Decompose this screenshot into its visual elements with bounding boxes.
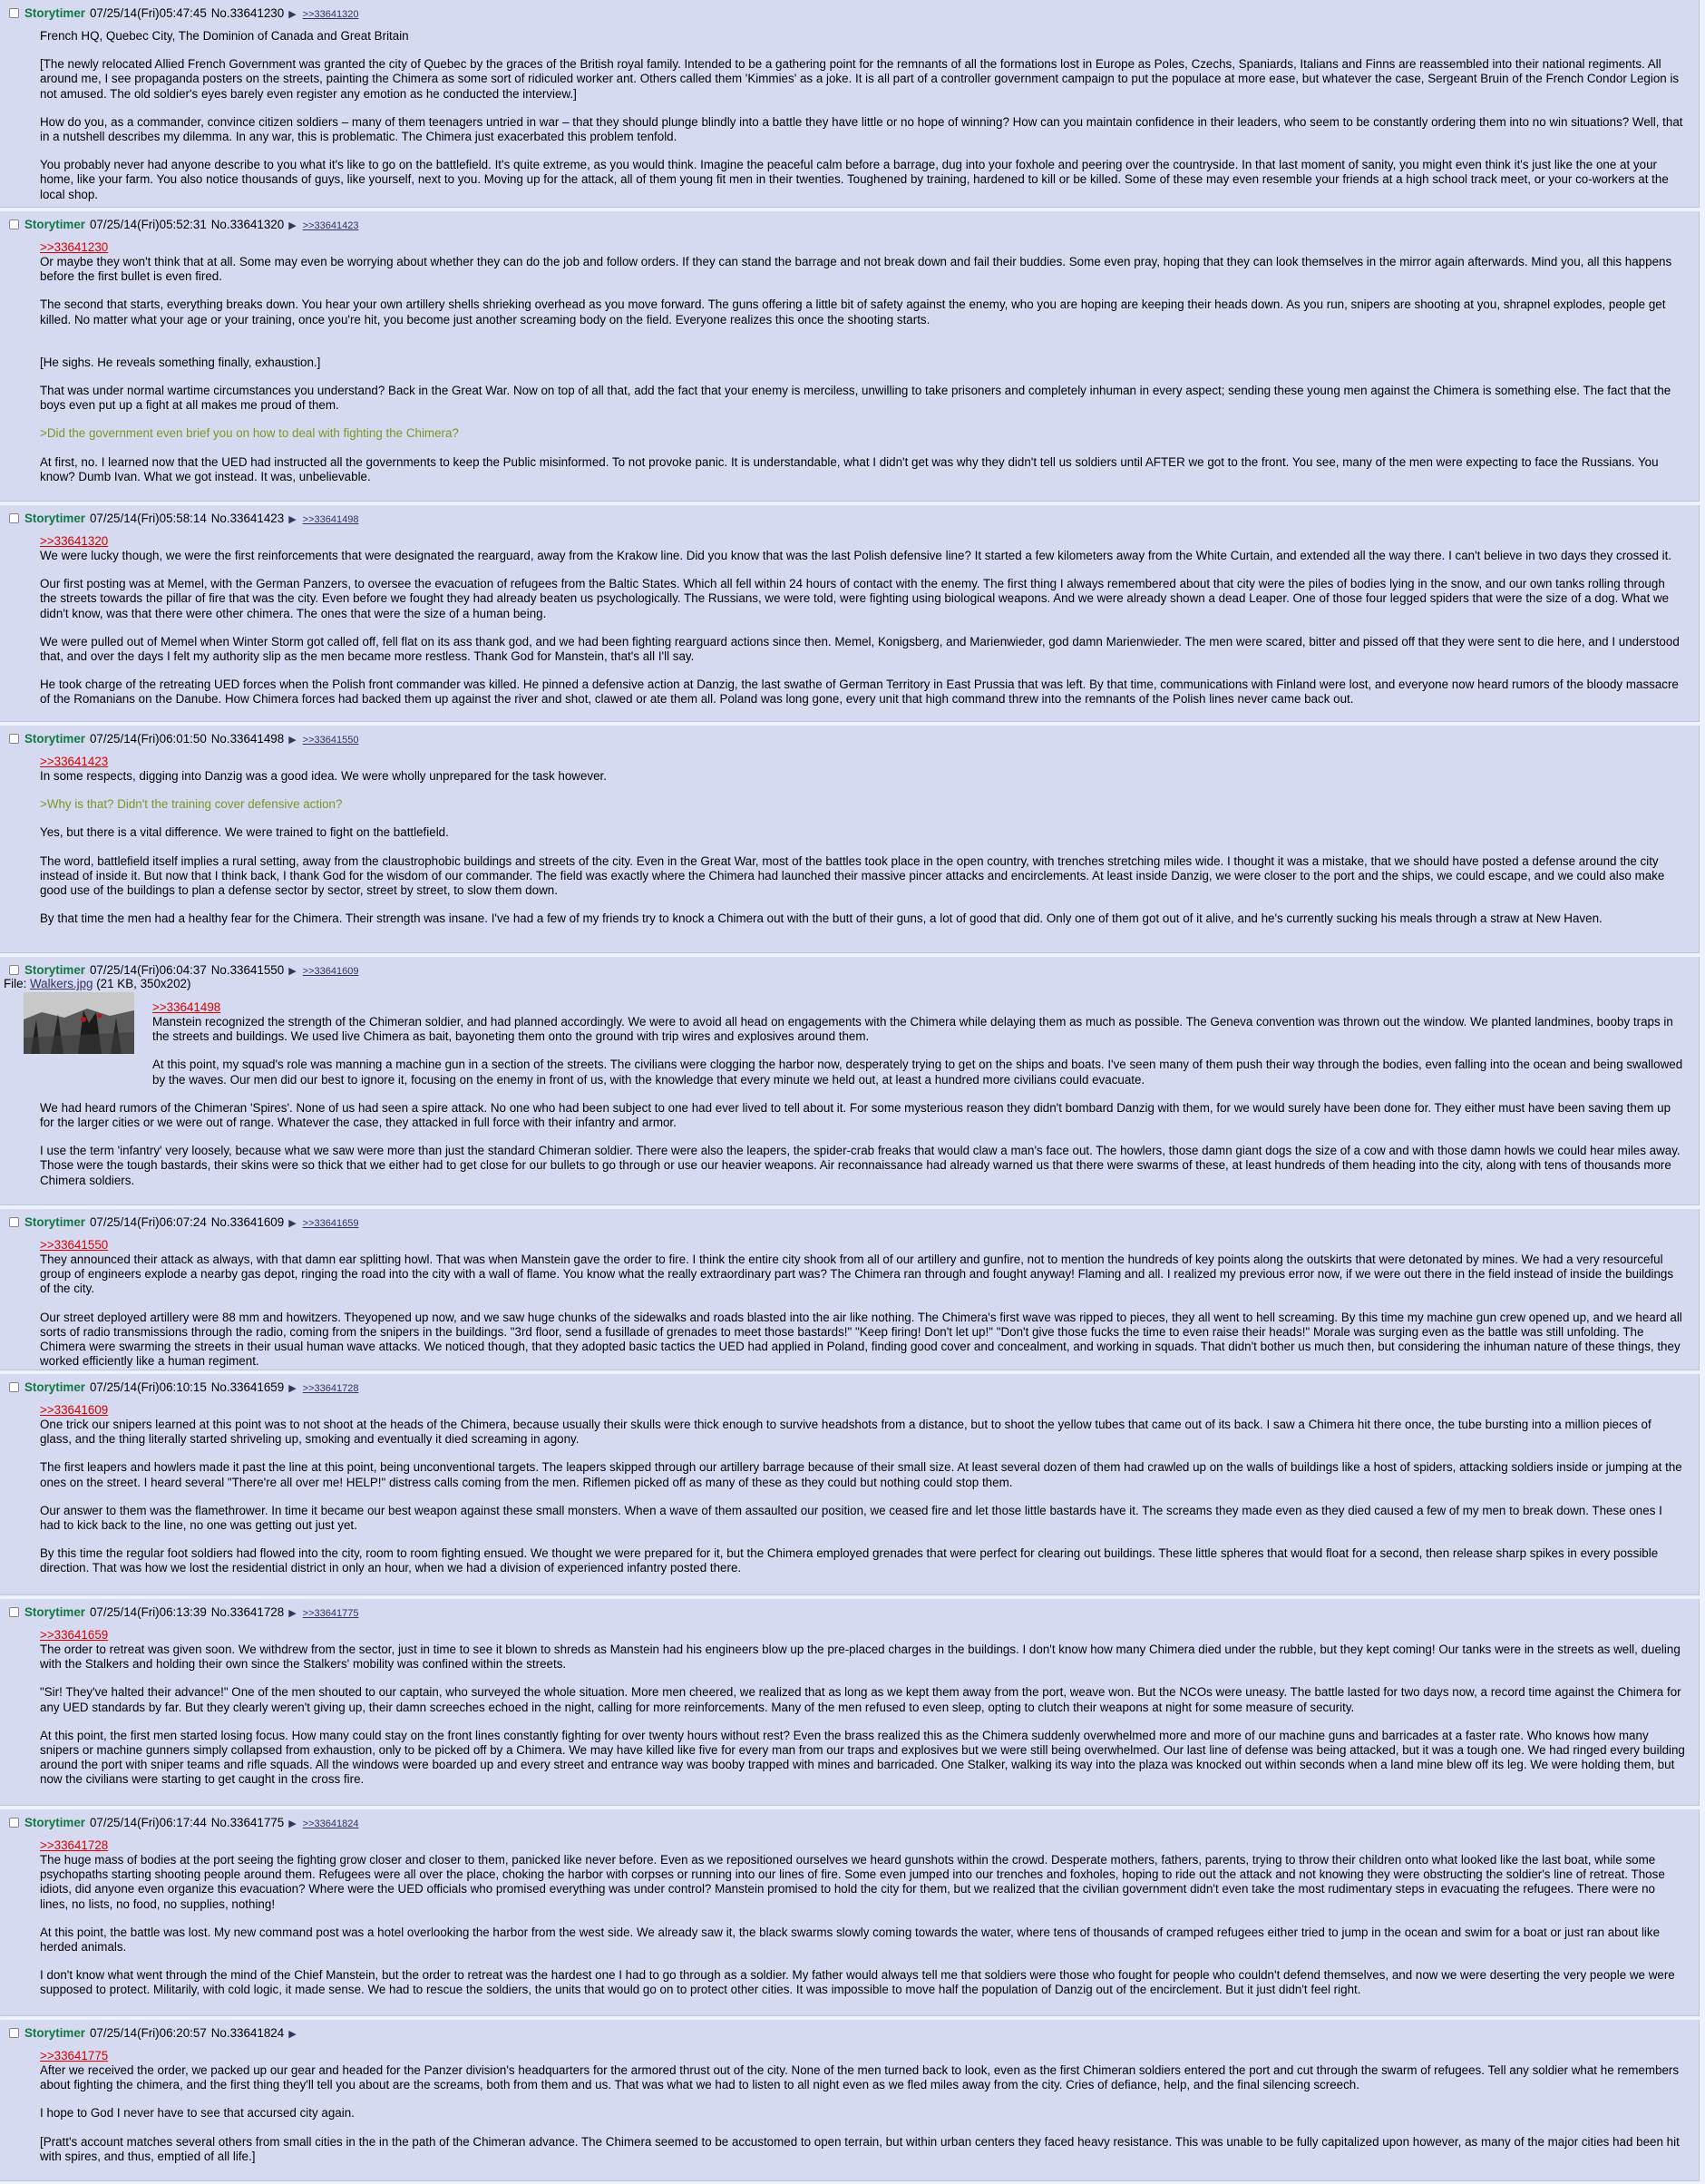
- file-name-link[interactable]: Walkers.jpg: [30, 977, 93, 990]
- backlink[interactable]: >>33641498: [302, 514, 359, 525]
- post-message: [40, 29, 1685, 208]
- message-paragraph: Manstein recognized the strength of the Chimeran soldier, and had planned accordingly. We were to avoid all head on engagements with the Chimera while delaying them as much as possible. The Geneva convention was thrown out the window. We planted landmines, booby traps in the streets and buildings. We used live Chimera as bait, bayoneting them onto the ground with trip wires and explosives around them.: [152, 1015, 1673, 1044]
- post-header: [9, 1215, 358, 1230]
- message-paragraph: I use the term 'infantry' very loosely, because what we saw were more than just the standard Chimeran soldier. There were also the leapers, the spider-crab freaks that would claw a man's face out. The howlers, those damn giant dogs the size of a cow and with those damn howls we could hear miles away. Those were the tough bastards, their skins were so thick that we either had to get close for our bullets to go through or use our heavier weapons. Air reconnaissance had already warned us that there were swarms of these, at least hundreds of them heading into the city, along with tens of thousands more Chimera soldiers.: [40, 1144, 1681, 1187]
- post-message: [40, 240, 1685, 498]
- post-header: [9, 1816, 358, 1830]
- message-paragraph: After we received the order, we packed up our gear and headed for the Panzer division's headquarters for the armored thrust out of the city. None of the men turned back to look, even as the first Chimeran soldiers entered the port and cut through the swarm of refugees. Tell any soldier what he remembers about fighting the chimera, and the first thing they'll tell you about are the screams, both from them and us. That was what we had to listen to all night even as we fled miles away from the city. Cries of defiance, help, and the final silencing screech.: [40, 2063, 1680, 2092]
- post-header: [9, 2026, 297, 2041]
- post-datetime: 07/25/14(Fri)05:47:45: [89, 6, 207, 20]
- quote-link[interactable]: >>33641609: [40, 1403, 109, 1417]
- message-paragraph: At first, no. I learned now that the UED had instructed all the governments to keep the Public misinformed. To not provoke panic. It is understandable, what I didn't get was why they didn't tell us soldiers until AFTER we got to the front. You see, many of the men were expecting to face the Russians. You know? Dumb Ivan. What we got instead. It was, unbelievable.: [40, 454, 1659, 483]
- post-select-checkbox[interactable]: [9, 219, 19, 229]
- post-datetime: 07/25/14(Fri)05:58:14: [89, 512, 207, 525]
- post-datetime: 07/25/14(Fri)06:20:57: [89, 2026, 207, 2040]
- poster-name: Storytimer: [24, 732, 85, 746]
- post-select-checkbox[interactable]: [9, 2028, 19, 2038]
- quote-link[interactable]: >>33641728: [40, 1838, 109, 1852]
- post-number-link[interactable]: No.33641550: [210, 963, 285, 977]
- post-datetime: 07/25/14(Fri)05:52:31: [89, 218, 207, 231]
- backlink[interactable]: >>33641775: [302, 1608, 359, 1619]
- post-message: [40, 2049, 1685, 2178]
- message-paragraph: Our first posting was at Memel, with the German Panzers, to oversee the evacuation of refugees from the Baltic States. Which all fell within 24 hours of contact with the enemy. The first thing I always remembered about that city were the piles of bodies lying in the snow, and our own tanks rolling through the streets towards the pillar of fire that was the city. Even before we fought they had already beaten us psychologically. The Russians, we were told, were fighting using biological weapons. And we were already shown a dead Leaper. One of those four legged spiders that were the size of a dog. What we didn't know, was that there were other chimera. The ones that were the size of a human being.: [40, 577, 1670, 620]
- post-number-link[interactable]: No.33641609: [210, 1215, 285, 1229]
- reply-post: [0, 726, 1700, 953]
- reply-post: [0, 957, 1700, 1205]
- post-select-checkbox[interactable]: [9, 1217, 19, 1227]
- post-select-checkbox[interactable]: [9, 1607, 19, 1617]
- message-paragraph: One trick our snipers learned at this point was to not shoot at the heads of the Chimera, because usually their skulls were thick enough to survive headshots from a distance, but to shoot the yellow tubes that came out of its back. I saw a Chimera hit there once, the tube bursting into a million pieces of glass, and the thing literally started shriveling up, smoking and eventually it died screaming in agony.: [40, 1418, 1651, 1447]
- post-header: [9, 218, 358, 232]
- backlink[interactable]: >>33641320: [302, 9, 359, 20]
- message-paragraph: We were pulled out of Memel when Winter Storm got called off, fell flat on its ass thank god, and we had been fighting rearguard actions since then. Memel, Konigsberg, and Marienwieder, god damn Marienwieder. The men were scared, bitter and pissed off that they were sent to die here, and I understood that, and over the days I felt my authority slip as the men became more restless. Thank God for Manstein, that's all I'll say.: [40, 634, 1680, 664]
- message-paragraph: "Sir! They've halted their advance!" One of the men shouted to our captain, who surveyed the whole situation. More men cheered, we realized that as long as we kept them away from the port, weave won. But the NCOs were uneasy. The battle lasted for two days now, a record time against the Chimera for any UED standards by far. But they clearly weren't giving up, their damn screeches echoed in the night, calling for more reinforcements. Many of the men refused to even sleep, opting to clutch their weapons at night for some measure of security.: [40, 1685, 1681, 1714]
- poster-name: Storytimer: [24, 1215, 85, 1229]
- quote-link[interactable]: >>33641775: [40, 2049, 109, 2062]
- post-menu-arrow-icon[interactable]: ▶: [288, 9, 297, 20]
- post-header: [9, 1380, 358, 1395]
- file-info: [4, 977, 190, 990]
- backlink[interactable]: >>33641824: [302, 1818, 359, 1829]
- poster-name: Storytimer: [24, 1816, 85, 1829]
- greentext-quote: >Why is that? Didn't the training cover defensive action?: [40, 797, 343, 812]
- post-datetime: 07/25/14(Fri)06:13:39: [89, 1605, 207, 1619]
- post-header: [9, 1605, 358, 1620]
- post-number-link[interactable]: No.33641498: [210, 732, 285, 746]
- post-datetime: 07/25/14(Fri)06:17:44: [89, 1816, 207, 1829]
- post-message: [40, 534, 1685, 721]
- poster-name: Storytimer: [24, 2026, 85, 2040]
- message-paragraph: The huge mass of bodies at the port seeing the fighting grow closer and closer to them, panicked like never before. Even as we repositioned ourselves we heard gunshots within the crowd. Desperate mothers, fathers, parents, trying to throw their children onto what looked like the last boat, while some psychopaths starting shooting people around them. Refugees were all over the place, choking the harbor with corpses or running into our lines of fire. Some even jumped into our trenches and foxholes, hoping to ride out the attack and not knowing they were obstructing the soldier's line of retreat. Those idiots, did anyone even organize this evacuation? Where were the UED officials who promised everything was under control? Manstein promised to hold the city for them, but we realized that the civilian government didn't even take the most rudimentary steps in evacuating the refugees. There were no lines, no lists, no food, no supplies, nothing!: [40, 1853, 1665, 1911]
- post-datetime: 07/25/14(Fri)06:07:24: [89, 1215, 207, 1229]
- post-datetime: 07/25/14(Fri)06:10:15: [89, 1380, 207, 1394]
- poster-name: Storytimer: [24, 218, 85, 231]
- post-datetime: 07/25/14(Fri)06:04:37: [89, 963, 207, 977]
- poster-name: Storytimer: [24, 963, 85, 977]
- post-number-link[interactable]: No.33641824: [210, 2026, 285, 2040]
- poster-name: Storytimer: [24, 1380, 85, 1394]
- message-paragraph: At this point, my squad's role was manning a machine gun in a section of the streets. The civilians were clogging the harbor now, desperately trying to get on the ships and boats. I've seen many of them push their way through the bodies, even falling into the ocean and being swallowed by the waves. Our men did our best to ignore it, focusing on the enemy in front of us, with the knowledge that every minute we held out, at least a hundred more civilians could evacuate.: [152, 1058, 1683, 1087]
- quote-link[interactable]: >>33641423: [40, 755, 109, 768]
- message-paragraph: They announced their attack as always, with that damn ear splitting howl. That was when Manstein gave the order to fire. I think the entire city shook from all of our artillery and gunfire, not to mention the hundreds of key points along the outskirts that were detonated by mines. We had a very resourceful group of engineers explode a nearby gas depot, ringing the road into the city with a wall of flame. You know what the really extraordinary part was? The Chimera ran through and fought anyway! Flaming and all. I realized my previous error now, if we were out there in the field instead of inside the buildings of the city.: [40, 1253, 1674, 1296]
- post-menu-arrow-icon[interactable]: ▶: [288, 514, 297, 525]
- reply-post: [0, 1809, 1700, 2016]
- post-select-checkbox[interactable]: [9, 8, 19, 18]
- poster-name: Storytimer: [24, 1605, 85, 1619]
- post-number-link[interactable]: No.33641728: [210, 1605, 285, 1619]
- post-menu-arrow-icon[interactable]: ▶: [288, 220, 297, 231]
- message-paragraph: I hope to God I never have to see that accursed city again.: [40, 2106, 355, 2121]
- post-message: [40, 1238, 1685, 1370]
- backlink[interactable]: >>33641609: [302, 966, 359, 977]
- backlink[interactable]: >>33641550: [302, 735, 359, 746]
- post-message: [40, 1000, 1685, 1202]
- message-paragraph: The second that starts, everything breaks down. You hear your own artillery shells shrieking overhead as you move forward. The guns offering a little bit of safety against the enemy, who you are hoping are keeping their heads down. As you run, snipers are shooting at you, shrapnel explodes, people get killed. No matter what your age or your training, once you're hit, you become just another screaming body on the field. Everyone realizes this once the shooting starts.: [40, 297, 1666, 327]
- post-datetime: 07/25/14(Fri)06:01:50: [89, 732, 207, 746]
- post-number-link[interactable]: No.33641320: [210, 218, 285, 231]
- message-paragraph: Our street deployed artillery were 88 mm and howitzers. Theyopened up now, and we saw huge chunks of the sidewalks and roads blasted into the air like nothing. The Chimera's first wave was ripped to pieces, they all went to hell screaming. By this time my machine gun crew opened up, and we heard all sorts of radio transmissions through the radio, coming from the snipers in the buildings. "3rd floor, send a fusillade of grenades to meet those bastards!" "Keep firing! Don't let up!" "Don't give those fucks the time to even raise their heads!" Morale was surging even as the battle was still unfolding. The Chimera were swarming the streets in their usual human wave attacks. We noticed though, that they adopted basic tactics the UED had applied in Poland, finding good cover and concealment, and working in squads. That didn't bother us much then, but considering the inhuman nature of these things, they worked efficiently like a human regiment.: [40, 1310, 1682, 1369]
- quote-link[interactable]: >>33641320: [40, 534, 109, 548]
- post-menu-arrow-icon[interactable]: ▶: [288, 1383, 297, 1394]
- post-select-checkbox[interactable]: [9, 734, 19, 744]
- post-menu-arrow-icon[interactable]: ▶: [288, 1218, 297, 1229]
- reply-post: [0, 0, 1700, 208]
- message-paragraph: The first leapers and howlers made it past the line at this point, being unconventional targets. The leapers skipped through our artillery barrage because of their small size. At least several dozen of them had crawled up on the walls of buildings like a host of spiders, attacking soldiers inside or jumping at the ones on the street. I heard several "There're all over me! HELP!" distress calls coming from the men. Riflemen picked off as many of these as they could but nothing could stop them.: [40, 1460, 1682, 1489]
- file-label: File:: [4, 977, 31, 990]
- message-paragraph: By that time the men had a healthy fear for the Chimera. Their strength was insane. I've had a few of my friends try to knock a Chimera out with the butt of their guns, a lot of good that did. Only one of them got out of it alive, and he's currently sucking his meals through a straw at New Haven.: [40, 912, 1603, 926]
- message-paragraph: By this time the regular foot soldiers had flowed into the city, room to room fighting ensued. We thought we were prepared for it, but the Chimera employed grenades that were perfect for clearing out buildings. These little spheres that would float for a second, then release sharp spikes in every possible direction. That was how we lost the residential district in only an hour, when we had a division of experienced infantry posted there.: [40, 1546, 1659, 1575]
- poster-name: Storytimer: [24, 512, 85, 525]
- message-paragraph: [The newly relocated Allied French Government was granted the city of Quebec by the graces of the British royal family. Intended to be a gathering point for the remnants of all the formations lost in Europe as Poles, Czechs, Spaniards, Italians and Finns are reassembled into their national regiments. All around me, I see propaganda posters on the streets, painting the Chimera as some sort of ridiculed worker ant. Others called them 'Kimmies' as a joke. It is all part of a controller government campaign to put the populace at more ease, but whatever the case, Sergeant Bruin of the French Condor Legion is not amused. The old soldier's eyes barely even register any emotion as he conducted the interview.]: [40, 57, 1680, 101]
- message-paragraph: How do you, as a commander, convince citizen soldiers – many of them teenagers untried in war – that they should plunge blindly into a battle they have little or no hope of winning? How can you maintain confidence in their leaders, who seem to be constantly ordering them into no win situations? Well, that in a nutshell describes my dilemma. In any war, this is problematic. The Chimera just exacerbated this problem tenfold.: [40, 114, 1683, 144]
- reply-post: [0, 211, 1700, 502]
- message-paragraph: [Pratt's account matches several others from small cities in the in the path of the Chimeran advance. The Chimera seemed to be accustomed to open terrain, but within urban centers they faced heavy resistance. This was unable to be fully capitalized upon however, as many of the major cities had been hit with spires, and thus, emptied of all life.]: [40, 2134, 1680, 2163]
- message-paragraph: We were lucky though, we were the first reinforcements that were designated the rearguard, away from the Krakow line. Did you know that was the last Polish defensive line? It started a few kilometers away from the White Curtain, and extended all the way there. I can't believe in two days they crossed it.: [40, 549, 1672, 562]
- reply-post: [0, 1599, 1700, 1806]
- backlink[interactable]: >>33641728: [302, 1383, 359, 1394]
- post-number-link[interactable]: No.33641423: [210, 512, 285, 525]
- message-paragraph: Our answer to them was the flamethrower. In time it became our best weapon against these small monsters. When a wave of them assaulted our position, we ceased fire and let those little bastards have it. The screams they made even as they died caused a few of my men to break down. These ones I had to kick back to the line, no one was getting out just yet.: [40, 1503, 1662, 1533]
- message-paragraph: At this point, the battle was lost. My new command post was a hotel overlooking the harbor from the west side. We already saw it, the black swarms slowly coming towards the water, where tens of thousands of cramped refugees either tried to jump in the ocean and swim for a boat or just ran about like herded animals.: [40, 1925, 1661, 1955]
- reply-post: [0, 1374, 1700, 1595]
- poster-name: Storytimer: [24, 6, 85, 20]
- post-header: [9, 512, 358, 526]
- post-select-checkbox[interactable]: [9, 965, 19, 975]
- message-paragraph: You probably never had anyone describe to you what it's like to go on the battlefield. It's quite extreme, as you would think. Imagine the peaceful calm before a barrage, dug into your foxhole and peering over the countryside. In that last moment of sanity, you might even think it's just like the one at your home, like your farm. You also notice thousands of guys, like yourself, next to you. Moving up for the attack, all of them young fit men in their twenties. Toughened by training, hardened to kill or be killed. Some of these may even resemble your friends at a high school track meet, or your co-workers at the local shop.: [40, 158, 1669, 201]
- message-paragraph: We had heard rumors of the Chimeran 'Spires'. None of us had seen a spire attack. No one who had been subject to one had ever lived to tell about it. For some mysterious reason they didn't bombard Danzig with them, for we would surely have been done for. They either must have been saving them up for the larger cities or we were out of range. Whatever the case, they attacked in full force with their infantry and armor.: [40, 1100, 1671, 1130]
- quote-link[interactable]: >>33641230: [40, 240, 109, 254]
- post-menu-arrow-icon[interactable]: ▶: [288, 966, 297, 977]
- post-message: [40, 755, 1685, 940]
- post-menu-arrow-icon[interactable]: ▶: [288, 1608, 297, 1619]
- message-paragraph: Yes, but there is a vital difference. We were trained to fight on the battlefield.: [40, 825, 449, 840]
- backlink[interactable]: >>33641423: [302, 220, 359, 231]
- quote-link[interactable]: >>33641550: [40, 1238, 109, 1252]
- post-number-link[interactable]: No.33641659: [210, 1380, 285, 1394]
- message-paragraph: That was under normal wartime circumstances you understand? Back in the Great War. Now on top of all that, add the fact that your enemy is merciless, unwilling to take prisoners and completely inhuman in every aspect; sending these young men against the Chimera is something else. The fact that the boys even put up a fight at all makes me proud of them.: [40, 384, 1671, 413]
- quote-link[interactable]: >>33641498: [152, 1000, 221, 1014]
- reply-post: [0, 505, 1700, 722]
- greentext-quote: >Did the government even brief you on how to deal with fighting the Chimera?: [40, 426, 459, 441]
- quote-link[interactable]: >>33641659: [40, 1628, 109, 1642]
- reply-post: [0, 2020, 1700, 2181]
- post-number-link[interactable]: No.33641775: [210, 1816, 285, 1829]
- post-menu-arrow-icon[interactable]: ▶: [288, 2029, 297, 2040]
- post-select-checkbox[interactable]: [9, 1382, 19, 1392]
- message-paragraph: I don't know what went through the mind of the Chief Manstein, but the order to retreat was the hardest one I had to go through as a soldier. My father would always tell me that soldiers were those who fought for people who couldn't defend themselves, and now we were deserting the very people we were supposed to protect. Militarily, with cold logic, it made sense. We had to rescue the soldiers, the units that would go on to protect other cities. It was impossible to move half the population of Danzig out of the encirclement. But it just didn't feel right.: [40, 1968, 1675, 1997]
- walkers-image: [24, 992, 134, 1054]
- message-paragraph: [He sighs. He reveals something finally, exhaustion.]: [40, 355, 321, 369]
- message-paragraph: French HQ, Quebec City, The Dominion of Canada and Great Britain: [40, 29, 409, 43]
- post-image-thumbnail[interactable]: [24, 992, 134, 1054]
- message-paragraph: Or maybe they won't think that at all. Some may even be worrying about whether they can do the job and follow orders. If they can stand the barrage and not break down and fail their buddies. Some even pray, hoping that they can look themselves in the mirror again afterwards. Mind you, all this happens before the first bullet is even fired.: [40, 255, 1672, 284]
- post-menu-arrow-icon[interactable]: ▶: [288, 1818, 297, 1829]
- post-header: [9, 963, 358, 978]
- post-menu-arrow-icon[interactable]: ▶: [288, 735, 297, 746]
- message-paragraph: The word, battlefield itself implies a rural setting, away from the claustrophobic buildings and streets of the city. Even in the Great War, most of the battles took place in the open country, with trenches stretching miles wide. I thought it was a mistake, that we should have posted a defense around the city instead of inside it. But now that I think back, I thank God for the wisdom of our commander. The field was exactly where the Chimera had launched their massive pincer attacks and encirclements. At least inside Danzig, we were closer to the port and the ships, we could escape, and we could also make good use of the buildings to plan a defense sector by sector, street by street, to slow them down.: [40, 853, 1665, 898]
- post-select-checkbox[interactable]: [9, 1818, 19, 1828]
- message-paragraph: The order to retreat was given soon. We withdrew from the sector, just in time to see it blown to shreds as Manstein had his engineers blow up the pre-placed charges in the buildings. I don't know how many Chimera died under the rubble, but they kept coming! Our tanks were in the streets as well, dueling with the Stalkers and holding their own since the Stalkers' mobility was confined within the streets.: [40, 1643, 1681, 1672]
- post-header: [9, 732, 358, 746]
- post-message: [40, 1403, 1685, 1590]
- post-number-link[interactable]: No.33641230: [210, 6, 285, 20]
- message-paragraph: In some respects, digging into Danzig was a good idea. We were wholly unprepared for the task however.: [40, 769, 607, 783]
- post-message: [40, 1838, 1685, 2012]
- post-header: [9, 6, 358, 21]
- reply-post: [0, 1209, 1700, 1370]
- post-select-checkbox[interactable]: [9, 513, 19, 523]
- message-paragraph: He took charge of the retreating UED forces when the Polish front commander was killed. He pinned a defensive action at Danzig, the last swathe of German Territory in East Prussia that was left. By that time, communications with Finland were lost, and everyone now heard rumors of the bloody massacre of the Romanians on the Danube. How Chimera forces had backed them up against the river and shot, clawed or ate them all. Poland was long gone, every unit that high command threw into the remnants of the Polish lines never came back out.: [40, 678, 1679, 707]
- message-paragraph: At this point, the first men started losing focus. How many could stay on the front lines constantly fighting for over twenty hours without rest? Even the brass realized this as the Chimera suddenly overwhelmed more and more of our machine guns and barricades at a faster rate. Who knows how many snipers or machine gunners simply collapsed from exhaustion, only to be picked off by a Chimera. We may have killed like five for every man from our traps and explosives but we were still being overwhelmed. Our last line of defense was being attacked, but it was a tough one. We had ringed every building around the port with sniper teams and rifle squads. All the windows were boarded up and every street and entrance way was booby trapped with mines and barricaded. One Stalker, walking its way into the plaza was knocked out within seconds when a land mine blew off its leg. We were holding them, but now the civilians were starting to get caught in the cross fire.: [40, 1728, 1685, 1787]
- post-message: [40, 1628, 1685, 1801]
- backlink[interactable]: >>33641659: [302, 1218, 359, 1229]
- file-meta: (21 KB, 350x202): [93, 977, 191, 990]
